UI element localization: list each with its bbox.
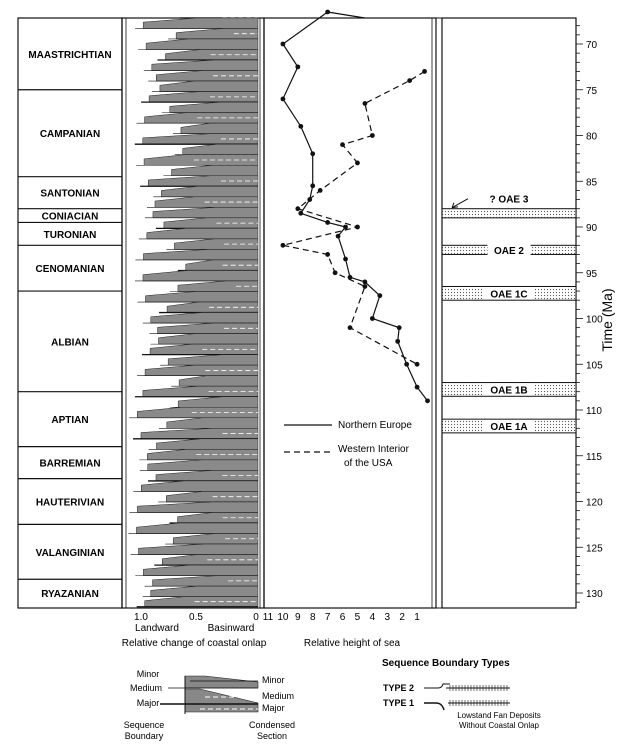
oae-panel xyxy=(436,18,576,608)
time-tick-label: 120 xyxy=(586,497,603,509)
data-point xyxy=(281,97,286,102)
data-point xyxy=(425,398,430,403)
time-tick-label: 95 xyxy=(586,268,598,280)
data-point xyxy=(281,243,286,248)
time-tick-label: 115 xyxy=(586,451,602,463)
data-point xyxy=(377,293,382,298)
oae-label: OAE 1B xyxy=(490,385,528,397)
key-sequence-2: Boundary xyxy=(124,731,164,741)
legend-northern-europe: Northern Europe xyxy=(338,420,412,431)
time-tick-label: 105 xyxy=(586,360,603,372)
type1-line xyxy=(424,703,444,710)
data-point xyxy=(340,142,345,147)
data-point xyxy=(333,270,338,275)
stage-label: CAMPANIAN xyxy=(39,129,101,141)
onlap-wedge xyxy=(151,586,258,597)
data-point xyxy=(415,385,420,390)
stage-label: RYAZANIAN xyxy=(41,589,99,600)
oae-label: OAE 2 xyxy=(493,245,525,257)
onlap-wedge xyxy=(181,123,258,134)
key-condensed-1: Condensed xyxy=(248,720,296,730)
onlap-wedge xyxy=(156,439,258,450)
stage-label: HAUTERIVIAN xyxy=(35,497,105,509)
basinward-label: Basinward xyxy=(207,623,255,634)
onlap-wedge xyxy=(143,565,258,576)
stage-label: CONIACIAN xyxy=(41,211,99,223)
time-tick-label: 85 xyxy=(586,177,598,189)
data-point xyxy=(355,161,360,166)
data-point xyxy=(363,101,368,106)
data-point xyxy=(318,188,323,193)
type1-label: TYPE 1 xyxy=(383,698,415,708)
sea-tick-label: 1 xyxy=(414,612,420,623)
sea-tick-label: 2 xyxy=(399,612,405,623)
key-sequence-1: Sequence xyxy=(123,720,165,730)
stage-label: APTIAN xyxy=(51,415,89,427)
series-line-western-interior xyxy=(283,71,425,364)
time-tick-label: 130 xyxy=(586,589,603,600)
type2-line xyxy=(424,684,450,688)
sea-tick-label: 3 xyxy=(384,612,391,623)
onlap-wedge xyxy=(178,512,258,523)
boundary-types-title: Sequence Boundary Types xyxy=(382,658,510,669)
onlap-wedge xyxy=(168,355,258,366)
time-tick-label: 75 xyxy=(586,85,598,97)
onlap-wedge xyxy=(143,18,258,28)
sea-tick-label: 5 xyxy=(354,612,361,623)
data-point xyxy=(363,280,368,285)
oae-label: ? OAE 3 xyxy=(489,194,529,206)
data-point xyxy=(310,183,315,188)
onlap-wedge xyxy=(183,144,258,155)
stage-column xyxy=(18,18,122,608)
key-major-right: Major xyxy=(262,703,285,713)
sea-tick-label: 9 xyxy=(295,612,301,623)
stage-label: BARREMIAN xyxy=(39,458,101,470)
key-medium-right: Medium xyxy=(262,691,295,701)
key-wedge-upper xyxy=(185,676,258,688)
oae-label: OAE 1A xyxy=(490,422,528,434)
onlap-wedge xyxy=(152,60,258,71)
stage-label: VALANGINIAN xyxy=(35,547,105,559)
data-point xyxy=(395,339,400,344)
sea-tick-label: 4 xyxy=(369,612,376,623)
onlap-wedge xyxy=(144,155,258,166)
time-tick-label: 125 xyxy=(586,543,603,555)
oae-arrow xyxy=(452,199,468,208)
sea-tick-label: 10 xyxy=(277,612,289,623)
onlap-wedge xyxy=(167,418,258,429)
time-tick-label: 70 xyxy=(586,40,598,51)
onlap-wedge xyxy=(145,292,258,303)
sea-tick-label: 8 xyxy=(309,612,316,623)
key-wedge-lower xyxy=(185,689,258,712)
sea-axis-title: Relative height of sea xyxy=(303,638,401,649)
onlap-wedge xyxy=(145,597,258,607)
sea-tick-label: 11 xyxy=(262,612,274,623)
key-minor-right: Minor xyxy=(262,675,285,685)
boundary-types-key xyxy=(382,658,541,730)
data-point xyxy=(363,284,368,289)
onlap-wedge xyxy=(179,376,258,387)
sea-level-panel xyxy=(264,18,436,608)
legend xyxy=(284,420,412,469)
series-line-northern-europe xyxy=(283,12,428,401)
legend-western-interior-2: of the USA xyxy=(344,458,393,469)
data-point xyxy=(348,325,353,330)
stage-label: ALBIAN xyxy=(51,337,89,349)
data-point xyxy=(295,64,300,69)
time-tick-label: 80 xyxy=(586,131,598,143)
data-point xyxy=(355,225,360,230)
data-point xyxy=(343,257,348,262)
onlap-wedge xyxy=(136,523,258,534)
onlap-wedge xyxy=(147,228,258,239)
data-point xyxy=(397,325,402,330)
onlap-wedge xyxy=(148,460,258,471)
onlap-wedge xyxy=(137,502,258,513)
stage-label: TURONIAN xyxy=(43,229,97,241)
series-line-extension xyxy=(328,12,365,18)
onlap-wedge xyxy=(151,313,258,324)
time-axis-title: Time (Ma) xyxy=(599,288,615,352)
data-point xyxy=(295,206,300,211)
onlap-wedge xyxy=(166,491,258,502)
data-point xyxy=(298,211,303,216)
onlap-wedge xyxy=(153,207,258,218)
sea-tick-label: 6 xyxy=(339,612,346,623)
key-major-left: Major xyxy=(136,698,160,708)
stage-label: MAASTRICHTIAN xyxy=(28,49,112,61)
onlap-wedge xyxy=(161,186,258,197)
key-condensed-2: Section xyxy=(256,731,288,741)
oae-band xyxy=(442,209,576,218)
oae-label: OAE 1C xyxy=(490,289,528,301)
onlap-wedge xyxy=(143,270,258,281)
data-point xyxy=(281,42,286,47)
legend-western-interior-1: Western Interior xyxy=(338,444,409,455)
onlap-wedge xyxy=(156,71,258,82)
onlap-tick-1: 1.0 xyxy=(134,612,148,623)
data-point xyxy=(370,316,375,321)
onlap-wedge xyxy=(160,81,258,92)
time-tick-label: 110 xyxy=(586,406,602,417)
onlap-tick-0: 0 xyxy=(253,612,259,623)
landward-label: Landward xyxy=(135,623,179,634)
data-point xyxy=(407,78,412,83)
data-point xyxy=(298,124,303,129)
onlap-wedge xyxy=(143,249,258,260)
onlap-wedge xyxy=(149,92,258,103)
fan-deposits-1: Lowstand Fan Deposits xyxy=(457,711,541,720)
type2-label: TYPE 2 xyxy=(383,683,415,693)
data-point xyxy=(310,151,315,156)
data-point xyxy=(415,362,420,367)
stage-label: CENOMANIAN xyxy=(35,264,105,276)
data-point xyxy=(404,362,409,367)
data-point xyxy=(325,252,330,257)
time-tick-label: 100 xyxy=(586,314,603,326)
key-medium-left: Medium xyxy=(129,683,163,693)
key-minor-left: Minor xyxy=(136,669,160,679)
onlap-wedge xyxy=(147,449,258,460)
onlap-wedge xyxy=(138,544,258,555)
onlap-wedge xyxy=(178,397,258,408)
fan-deposits-2: Without Coastal Onlap xyxy=(458,721,540,730)
data-point xyxy=(370,133,375,138)
onlap-wedge xyxy=(174,239,258,250)
onlap-wedge xyxy=(170,102,258,113)
onlap-wedge xyxy=(158,334,258,345)
onlap-wedge xyxy=(141,481,258,492)
onlap-wedge xyxy=(146,39,258,50)
sea-tick-label: 7 xyxy=(324,612,331,623)
onlap-key xyxy=(124,669,295,741)
onlap-tick-05: 0.5 xyxy=(189,612,203,623)
stage-label: SANTONIAN xyxy=(40,188,100,200)
onlap-wedge xyxy=(172,165,258,176)
time-tick-label: 90 xyxy=(586,223,598,234)
data-point xyxy=(336,234,341,239)
onlap-axis-title: Relative change of coastal onlap xyxy=(121,638,267,649)
onlap-wedge xyxy=(153,576,258,587)
data-point xyxy=(422,69,427,74)
data-point xyxy=(325,220,330,225)
data-point xyxy=(343,225,348,230)
